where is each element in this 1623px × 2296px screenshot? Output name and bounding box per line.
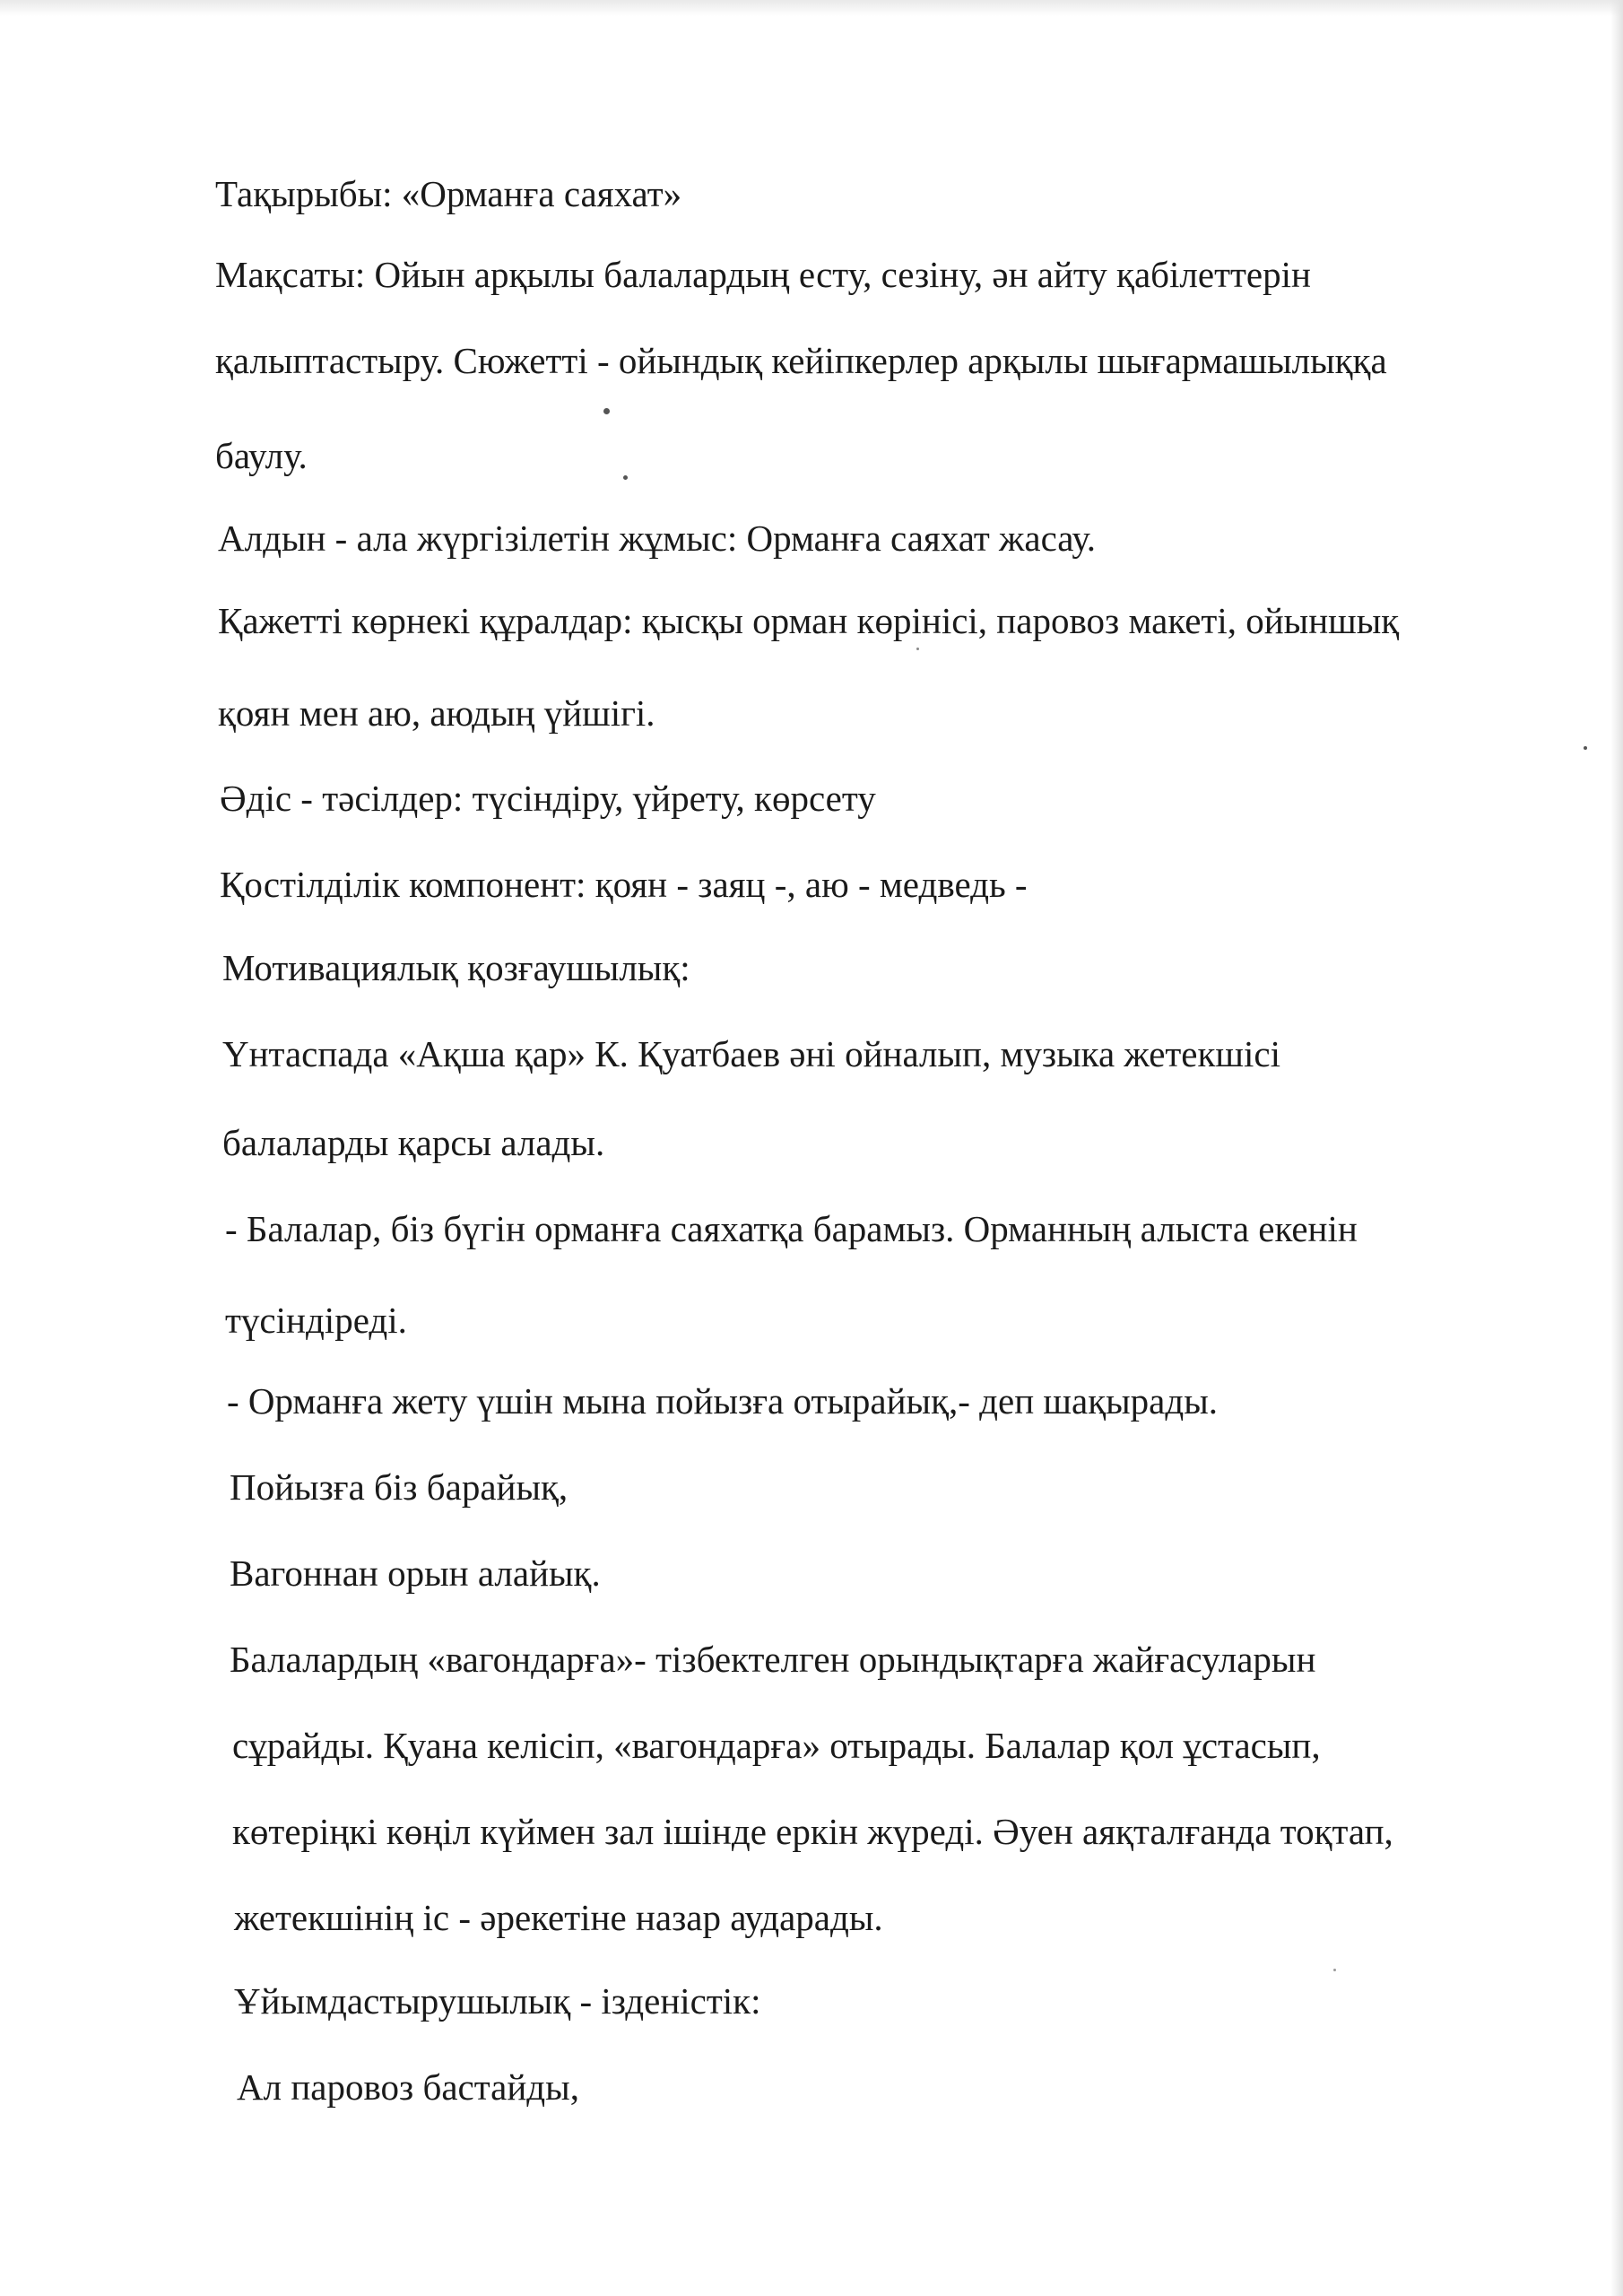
text-line: баулу. <box>215 435 308 476</box>
scan-shadow-right <box>1610 0 1623 2296</box>
text-line: түсіндіреді. <box>225 1300 407 1341</box>
text-line: көтеріңкі көңіл күймен зал ішінде еркін жүреді. Әуен аяқталғанда тоқтап, <box>232 1811 1393 1852</box>
text-line: қалыптастыру. Сюжетті - ойындық кейіпкерлер арқылы шығармашылыққа <box>215 340 1387 381</box>
scan-speck <box>916 648 919 650</box>
scan-shadow-top <box>0 0 1623 16</box>
section-heading: Ұйымдастырушылық - ізденістік: <box>234 1980 761 2022</box>
text-line: - Балалар, біз бүгін орманға саяхатқа барамыз. Орманның алыста екенін <box>225 1208 1358 1249</box>
text-line: Балалардың «вагондарға»- тізбектелген орындықтарға жайғасуларын <box>230 1639 1316 1680</box>
text-line: сұрайды. Қуана келісіп, «вагондарға» отырады. Балалар қол ұстасып, <box>232 1725 1321 1766</box>
text-line: балаларды қарсы алады. <box>222 1122 605 1163</box>
text-line: Пойызға біз барайық, <box>230 1466 568 1508</box>
text-line: Әдіс - тәсілдер: түсіндіру, үйрету, көрсету <box>220 778 876 819</box>
text-line: Мақсаты: Ойын арқылы балалардың есту, сезіну, ән айту қабілеттерін <box>215 254 1311 295</box>
text-line: Мотивациялық қозғаушылық: <box>222 947 690 988</box>
text-line: - Орманға жету үшін мына пойызға отырайық,- деп шақырады. <box>227 1380 1219 1422</box>
text-line: қоян мен аю, аюдың үйшігі. <box>218 692 655 734</box>
text-line: Алдын - ала жүргізілетін жұмыс: Орманға саяхат жасау. <box>218 517 1097 559</box>
scan-speck <box>603 408 610 414</box>
scan-speck <box>1333 1969 1336 1971</box>
text-line: Үнтаспада «Ақша қар» К. Қуатбаев әні ойналып, музыка жетекшісі <box>222 1033 1280 1074</box>
scan-speck <box>1584 746 1587 750</box>
text-line: Қостілділік компонент: қоян - заяц -, аю - медведь - <box>220 864 1028 905</box>
text-line: жетекшінің іс - әрекетіне назар аударады. <box>234 1897 883 1938</box>
text-line: Қажетті көрнекі құралдар: қысқы орман көрінісі, паровоз макеті, ойыншық <box>218 600 1400 641</box>
text-line: Вагоннан орын алайық. <box>230 1552 601 1594</box>
scan-speck <box>623 475 628 480</box>
text-line: Ал паровоз бастайды, <box>237 2066 579 2108</box>
document-title: Тақырыбы: «Орманға саяхат» <box>215 173 682 214</box>
